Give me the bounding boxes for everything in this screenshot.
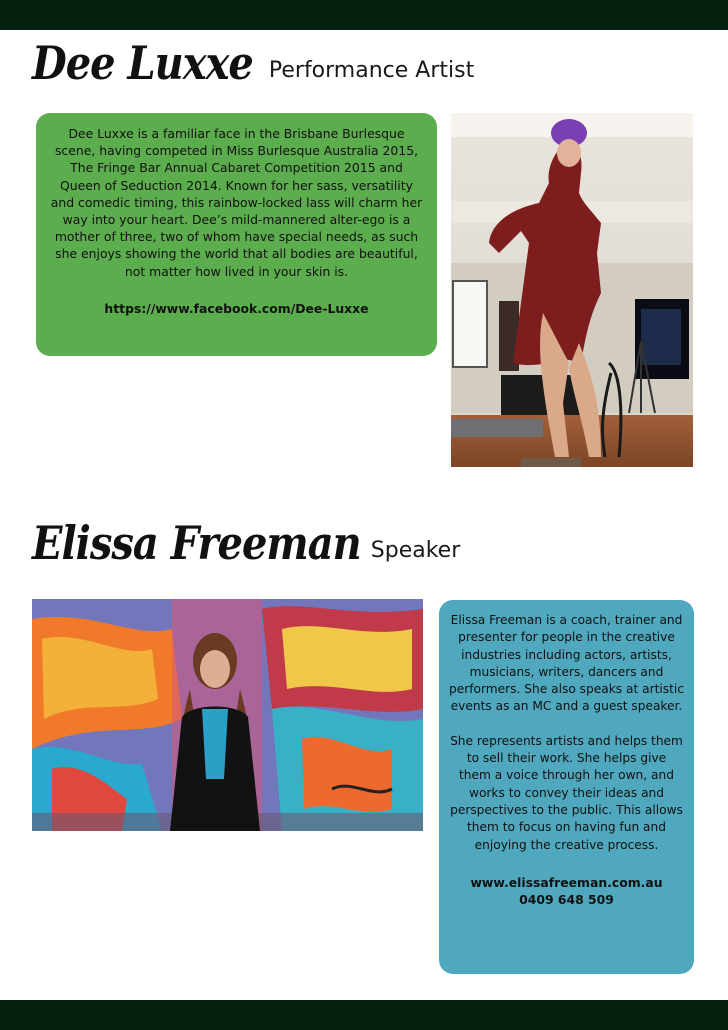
speaker-name: Elissa Freeman <box>32 516 361 571</box>
bottom-footer-band <box>0 1000 728 1030</box>
performer-name: Dee Luxxe <box>32 36 253 91</box>
performer-role: Performance Artist <box>268 58 475 83</box>
elissa-freeman-photo <box>32 599 423 831</box>
phone-number[interactable]: 0409 648 509 <box>519 892 614 908</box>
website-link[interactable]: www.elissafreeman.com.au <box>470 874 663 890</box>
bio-paragraph-2: She represents artists and helps them to sell their work. She helps give them a voice through her own, and works to convey their ideas and perspectives to the public. This allows them to focus on having fun and enjoying the creative process. <box>450 733 683 852</box>
bio-paragraph-1: Elissa Freeman is a coach, trainer and presenter for people in the creative industries including actors, artists, musicians, writers, dancers and performers. She also speaks at artistic events as an MC and a guest speaker. <box>449 613 684 714</box>
elissa-freeman-heading <box>32 516 461 571</box>
dee-luxxe-bio-card <box>36 113 437 356</box>
top-header-band <box>0 0 728 30</box>
dee-luxxe-photo <box>451 113 693 467</box>
bio-paragraph: Dee Luxxe is a familiar face in the Brisbane Burlesque scene, having competed in Miss Burlesque Australia 2015, The Fringe Bar Annual Cabaret Competition 2015 and Queen of Seduction 2014. Known for her sass, versatility and comedic timing, this rainbow-locked lass will charm her way into your heart. Dee’s mild-mannered alter-ego is a mother of three, two of whom have special needs, as such she enjoys showing the world that all bodies are beautiful, not matter how lived in your skin is. <box>50 126 423 279</box>
facebook-link[interactable]: https://www.facebook.com/Dee-Luxxe <box>104 300 369 316</box>
dee-luxxe-heading <box>32 36 475 91</box>
elissa-freeman-bio-card <box>439 600 694 974</box>
speaker-role: Speaker <box>370 538 461 563</box>
